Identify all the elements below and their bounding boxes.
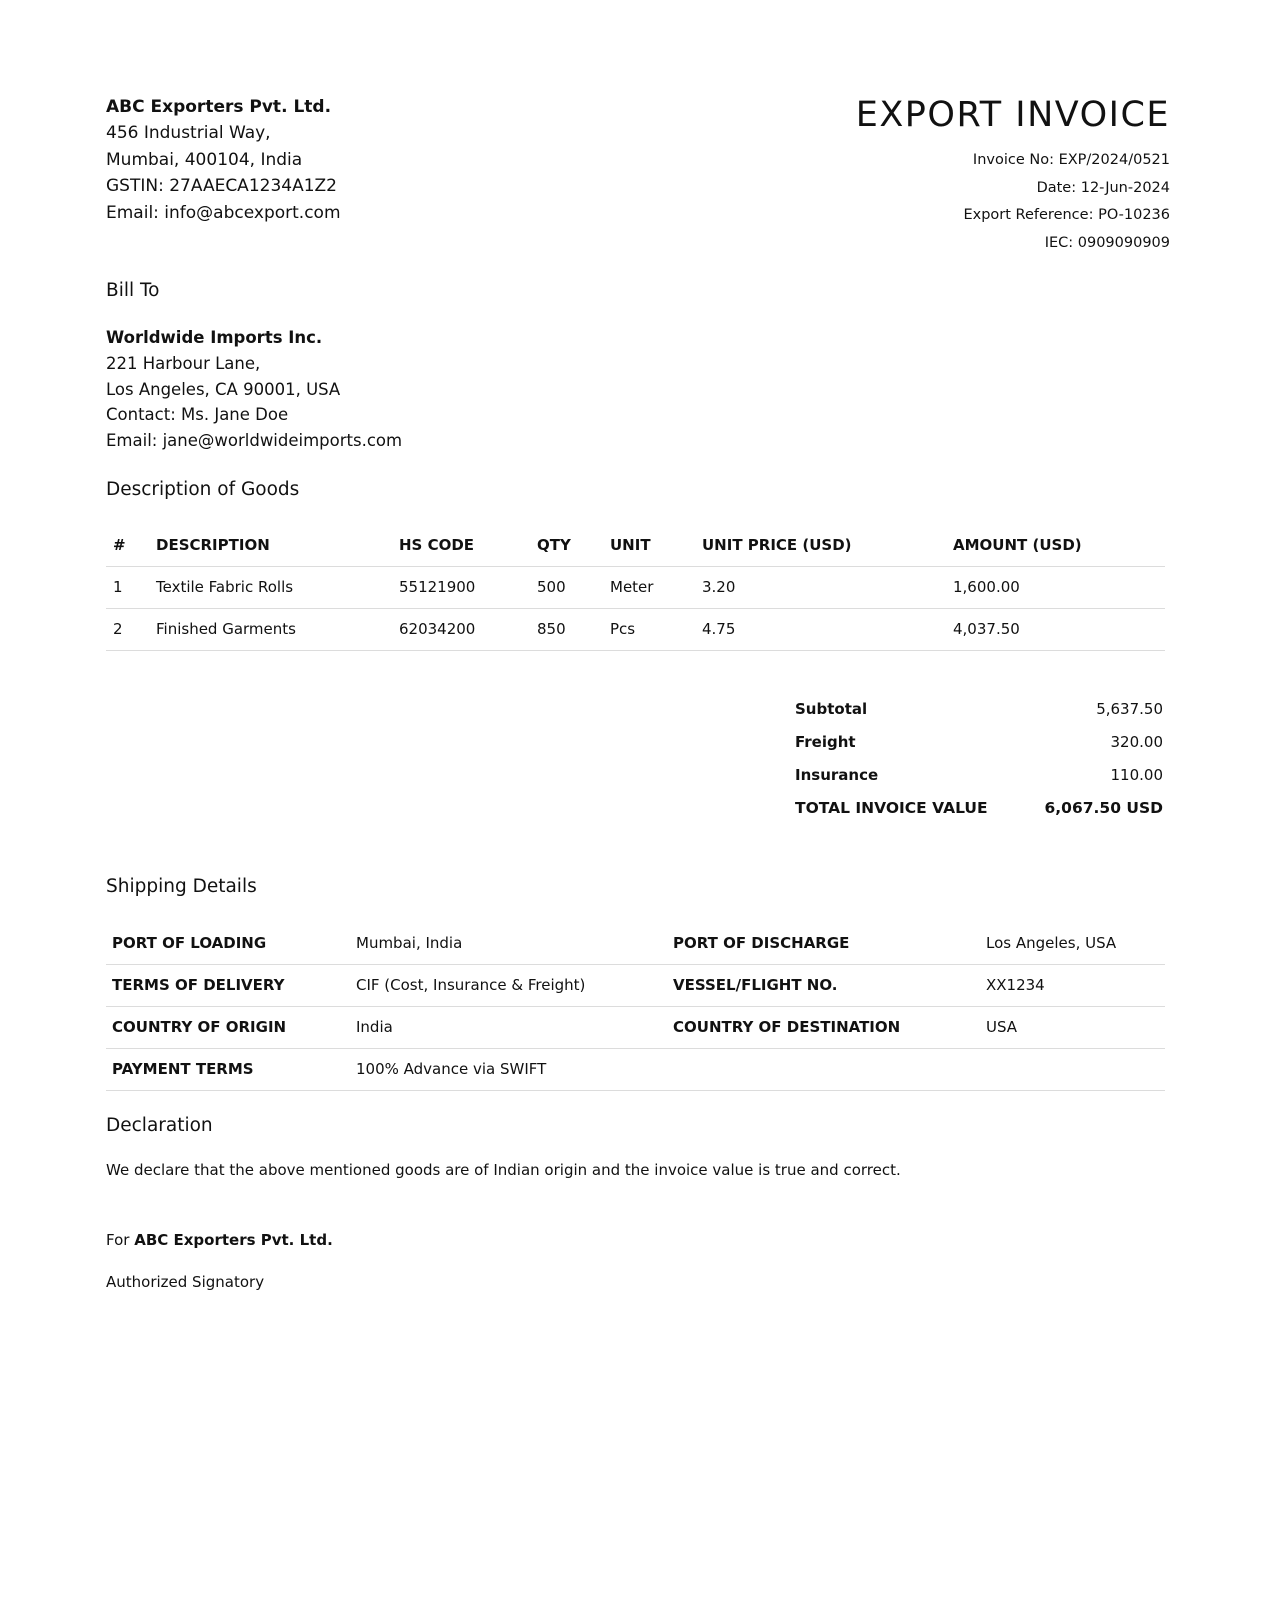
item-unit-price: 4.75 xyxy=(695,608,946,650)
item-hs-code: 62034200 xyxy=(392,608,530,650)
goods-col-description: DESCRIPTION xyxy=(149,524,392,566)
invoice-title: EXPORT INVOICE xyxy=(855,95,1170,135)
shipping-key: COUNTRY OF ORIGIN xyxy=(106,1006,350,1048)
subtotal-value: 5,637.50 xyxy=(1096,699,1163,718)
shipping-value: USA xyxy=(980,1006,1165,1048)
shipping-heading: Shipping Details xyxy=(106,876,257,897)
total-label: TOTAL INVOICE VALUE xyxy=(795,798,988,817)
bill-to-heading: Bill To xyxy=(106,280,160,301)
totals-table xyxy=(795,692,1165,824)
shipping-value: Mumbai, India xyxy=(350,922,667,964)
buyer-name: Worldwide Imports Inc. xyxy=(106,328,323,347)
freight-label: Freight xyxy=(795,732,856,751)
item-unit: Pcs xyxy=(603,608,695,650)
seller-gstin: GSTIN: 27AAECA1234A1Z2 xyxy=(106,176,337,196)
subtotal-label: Subtotal xyxy=(795,699,868,718)
buyer-contact: Contact: Ms. Jane Doe xyxy=(106,405,289,424)
authorized-signatory: Authorized Signatory xyxy=(106,1273,265,1291)
total-value: 6,067.50 USD xyxy=(1044,798,1163,817)
invoice-number: Invoice No: EXP/2024/0521 xyxy=(972,152,1170,168)
goods-col-hs-code: HS CODE xyxy=(392,524,530,566)
shipping-value xyxy=(980,1048,1165,1090)
buyer-email: Email: jane@worldwideimports.com xyxy=(106,430,403,450)
table-row xyxy=(106,1048,1165,1090)
subtotal-row xyxy=(795,692,1165,725)
item-hs-code: 55121900 xyxy=(392,566,530,608)
item-description: Finished Garments xyxy=(149,608,392,650)
item-number: 1 xyxy=(106,566,149,608)
item-description: Textile Fabric Rolls xyxy=(149,566,392,608)
goods-header-row xyxy=(106,524,1165,566)
insurance-row xyxy=(795,758,1165,791)
goods-heading: Description of Goods xyxy=(106,479,300,500)
item-qty: 850 xyxy=(530,608,603,650)
item-amount: 4,037.50 xyxy=(946,608,1165,650)
declaration-text: We declare that the above mentioned goods are of Indian origin and the invoice value is true and correct. xyxy=(106,1161,901,1179)
shipping-key: VESSEL/FLIGHT NO. xyxy=(667,964,980,1006)
item-unit-price: 3.20 xyxy=(695,566,946,608)
export-reference: Export Reference: PO-10236 xyxy=(963,207,1170,224)
item-unit: Meter xyxy=(603,566,695,608)
shipping-key: COUNTRY OF DESTINATION xyxy=(667,1006,980,1048)
item-amount: 1,600.00 xyxy=(946,566,1165,608)
seller-email: Email: info@abcexport.com xyxy=(106,202,341,223)
shipping-value: 100% Advance via SWIFT xyxy=(350,1048,667,1090)
table-row xyxy=(106,1006,1165,1048)
table-row xyxy=(106,608,1165,650)
total-row xyxy=(795,791,1165,824)
goods-col-unit-price: UNIT PRICE (USD) xyxy=(695,524,946,566)
signature-for-line xyxy=(106,1231,333,1249)
insurance-value: 110.00 xyxy=(1110,765,1163,784)
table-row xyxy=(106,964,1165,1006)
goods-col-number: # xyxy=(106,524,149,566)
shipping-key: PORT OF LOADING xyxy=(106,922,350,964)
shipping-key: PAYMENT TERMS xyxy=(106,1048,350,1090)
freight-value: 320.00 xyxy=(1110,732,1163,751)
invoice-date: Date: 12-Jun-2024 xyxy=(1036,179,1170,196)
seller-name: ABC Exporters Pvt. Ltd. xyxy=(106,97,332,117)
seller-address-line-2: Mumbai, 400104, India xyxy=(106,149,303,170)
signature-company: ABC Exporters Pvt. Ltd. xyxy=(134,1231,333,1249)
insurance-label: Insurance xyxy=(795,765,879,784)
goods-col-unit: UNIT xyxy=(603,524,695,566)
signature-for-prefix: For xyxy=(106,1231,130,1249)
seller-block xyxy=(106,94,506,226)
shipping-value: CIF (Cost, Insurance & Freight) xyxy=(350,964,667,1006)
table-row xyxy=(106,566,1165,608)
shipping-key: PORT OF DISCHARGE xyxy=(667,922,980,964)
seller-address-line-1: 456 Industrial Way, xyxy=(106,123,271,143)
freight-row xyxy=(795,725,1165,758)
declaration-heading: Declaration xyxy=(106,1115,213,1136)
shipping-value: XX1234 xyxy=(980,964,1165,1006)
shipping-value: India xyxy=(350,1006,667,1048)
buyer-address-line-2: Los Angeles, CA 90001, USA xyxy=(106,379,341,399)
iec-number: IEC: 0909090909 xyxy=(1044,234,1170,251)
invoice-meta xyxy=(963,147,1170,257)
item-number: 2 xyxy=(106,608,149,650)
goods-table xyxy=(106,524,1165,651)
goods-col-qty: QTY xyxy=(530,524,603,566)
buyer-address-line-1: 221 Harbour Lane, xyxy=(106,354,261,373)
bill-to-block xyxy=(106,325,606,453)
shipping-value: Los Angeles, USA xyxy=(980,922,1165,964)
shipping-table xyxy=(106,922,1165,1091)
table-row xyxy=(106,922,1165,964)
shipping-key: TERMS OF DELIVERY xyxy=(106,964,350,1006)
item-qty: 500 xyxy=(530,566,603,608)
shipping-key xyxy=(667,1048,980,1090)
goods-col-amount: AMOUNT (USD) xyxy=(946,524,1165,566)
